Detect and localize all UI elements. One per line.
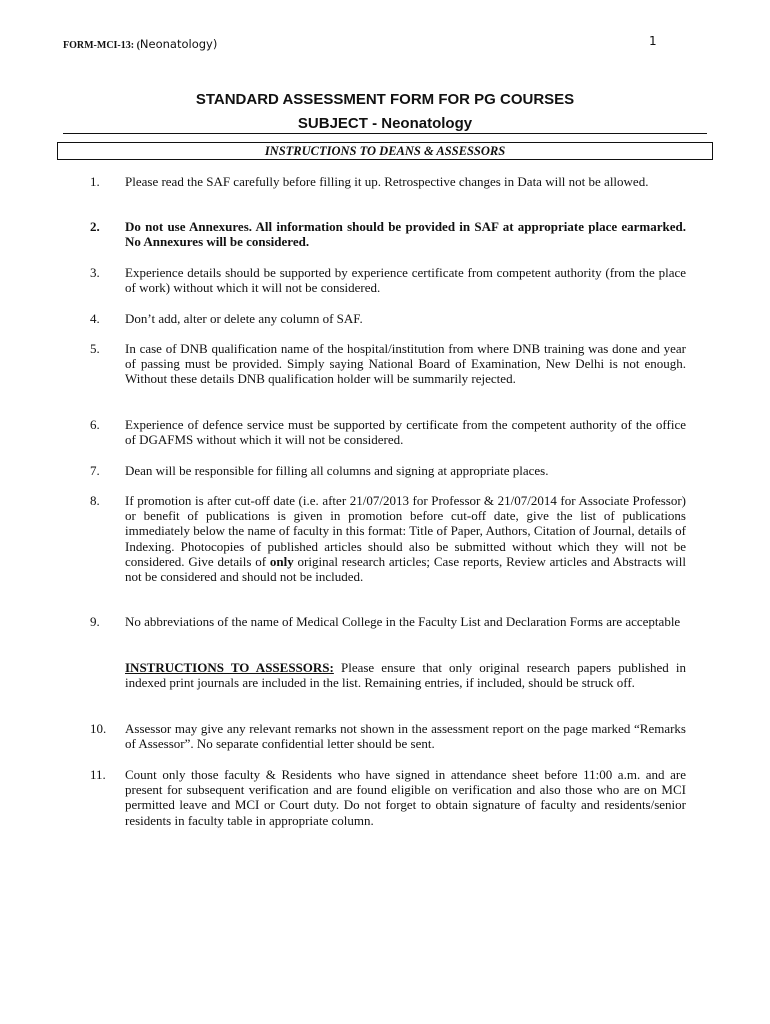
item-number: 9.: [90, 614, 100, 629]
item-text-part: If promotion is after cut-off date (i.e. after 21/07/2013 for Professor & 21/07/2014 for Associate Professor) or benefit of publications is given in promotion before cut-off date, give the list of publications immediately below the name of faculty in this format: Title of Paper, Authors, Citation of Journal, details of Indexing. Photocopies of published articles should also be submitted without which they will not be considered. Give details of: [125, 493, 686, 569]
item-number: 3.: [90, 265, 100, 280]
item-number: 8.: [90, 493, 100, 508]
item-number: 7.: [90, 463, 100, 478]
form-code: FORM-MCI-13: (: [63, 40, 140, 51]
item-text: Please read the SAF carefully before filling it up. Retrospective changes in Data will not be allowed.: [125, 174, 649, 189]
item-number: 4.: [90, 311, 100, 326]
item-text: Don’t add, alter or delete any column of SAF.: [125, 311, 363, 326]
instructions-heading-box: [57, 142, 713, 160]
instructions-heading: INSTRUCTIONS TO DEANS & ASSESSORS: [264, 144, 506, 158]
item-text: [125, 493, 686, 584]
item-text-part: Please ensure that only original research papers published in indexed print journals are included in the list. Remaining entries, if included, should be struck off.: [125, 660, 687, 691]
assessor-instructions-text: [125, 660, 686, 690]
assessor-instructions-heading: INSTRUCTIONS TO ASSESSORS:: [125, 660, 334, 675]
item-number: 2.: [90, 219, 100, 234]
item-text: No abbreviations of the name of Medical College in the Faculty List and Declaration Forms are acceptable: [125, 614, 681, 629]
item-text: Dean will be responsible for filling all columns and signing at appropriate places.: [125, 463, 549, 478]
form-subject: Neonatology): [139, 37, 218, 51]
item-text: Experience of defence service must be supported by certificate from the competent authority of the office of DGAFMS without which it will not be considered.: [125, 417, 686, 448]
item-number: 10.: [90, 721, 107, 736]
page-number: 1: [649, 34, 657, 48]
item-text-part: original research articles; Case reports, Review articles and Abstracts will not be considered and should not be included.: [125, 553, 687, 585]
item-text: Assessor may give any relevant remarks not shown in the assessment report on the page marked “Remarks of Assessor”. No separate confidential letter should be sent.: [125, 721, 686, 752]
item-number: 6.: [90, 417, 100, 432]
item-text-emphasis: only: [269, 553, 294, 569]
page-subtitle: SUBJECT - Neonatology: [297, 115, 473, 132]
form-header: [63, 37, 217, 51]
title-divider: [63, 133, 707, 134]
page-title: STANDARD ASSESSMENT FORM FOR PG COURSES: [195, 91, 575, 108]
item-number: 11.: [90, 767, 106, 782]
item-text: Do not use Annexures. All information should be provided in SAF at appropriate place earmarked. No Annexures will be considered.: [125, 219, 686, 250]
item-text: Count only those faculty & Residents who have signed in attendance sheet before 11:00 a.m. and are present for subsequent verification and are found eligible on verification and also those who are on MCI permitted leave and MCI or Court duty. Do not forget to obtain signature of faculty and residents/senior residents in faculty table in appropriate column.: [125, 767, 686, 828]
item-text: Experience details should be supported by experience certificate from competent authority (from the place of work) without which it will not be considered.: [125, 265, 686, 296]
item-number: 5.: [90, 341, 100, 356]
item-number: 1.: [90, 174, 100, 189]
item-text: In case of DNB qualification name of the hospital/institution from where DNB training was done and year of passing must be provided. Simply saying National Board of Examination, New Delhi is not enough. Without these details DNB qualification holder will be summarily rejected.: [125, 341, 686, 387]
